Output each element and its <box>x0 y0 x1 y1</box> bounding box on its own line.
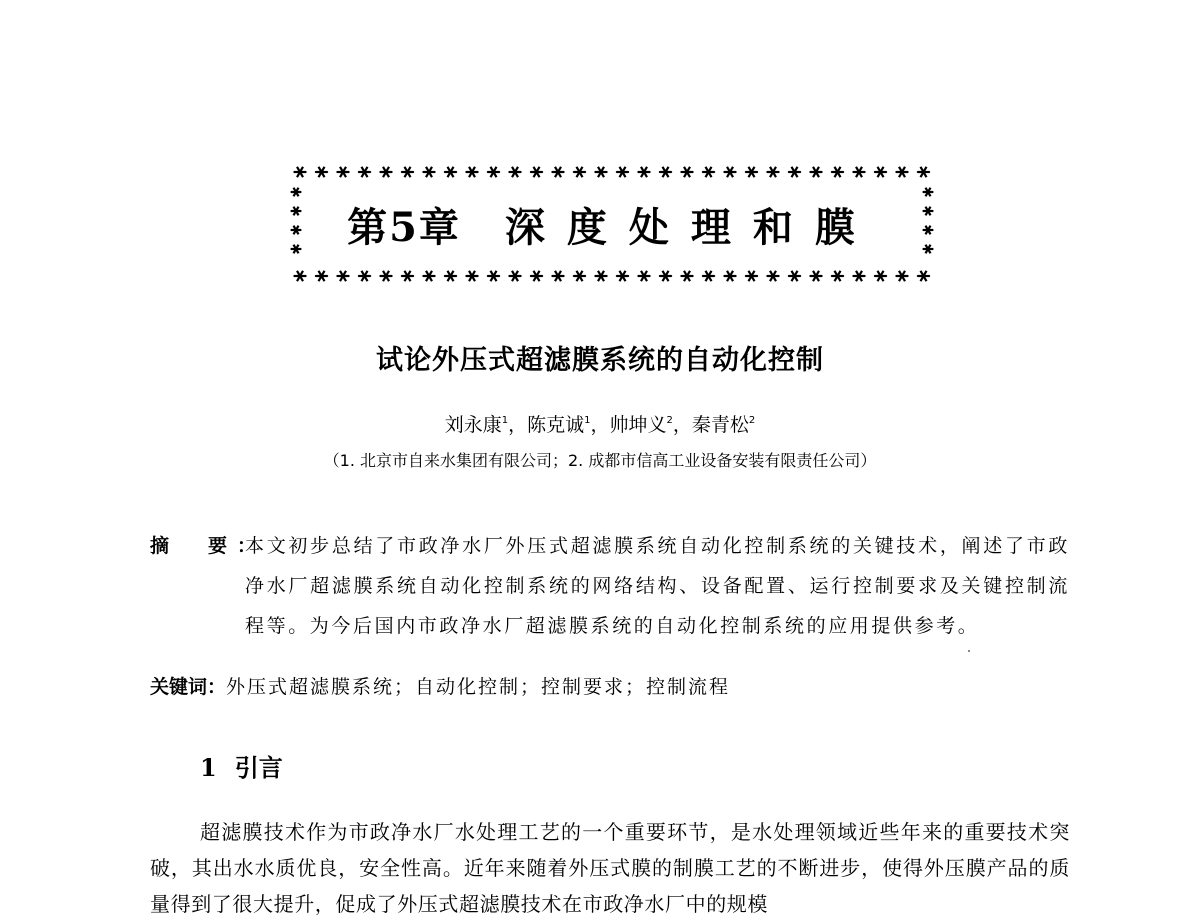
author-separator: ， <box>672 414 692 436</box>
section-heading <box>200 748 283 783</box>
author-separator: ， <box>590 414 610 436</box>
author-affiliation-mark: 1 <box>584 415 591 426</box>
keywords-text: 外压式超滤膜系统；自动化控制；控制要求；控制流程 <box>226 676 731 698</box>
chapter-banner <box>288 162 936 286</box>
author-name: 陈克诚 <box>527 414 585 436</box>
section-title: 引言 <box>234 753 283 782</box>
author-affiliation-mark: 2 <box>666 415 673 426</box>
chapter-title <box>288 162 936 286</box>
author-list <box>0 410 1200 437</box>
chapter-topic: 深度处理和膜 <box>504 203 877 251</box>
chapter-number: 第5章 <box>347 203 461 251</box>
abstract-text: 本文初步总结了市政净水厂外压式超滤膜系统自动化控制系统的关键技术，阐述了市政净水厂超滤膜系统自动化控制系统的网络结构、设备配置、运行控制要求及关键控制流程等。为今后国内市政净水厂超滤膜系统的自动化控制系统的应用提供参考。 <box>245 535 1070 637</box>
scan-speck <box>968 650 970 652</box>
author-separator: ， <box>508 414 528 436</box>
author-affiliation-mark: 1 <box>501 415 509 426</box>
paper-title: 试论外压式超滤膜系统的自动化控制 <box>376 345 824 376</box>
affiliation-line: （1. 北京市自来水集团有限公司；2. 成都市信高工业设备安装有限责任公司） <box>323 451 877 470</box>
body-paragraph: 超滤膜技术作为市政净水厂水处理工艺的一个重要环节，是水处理领域近些年来的重要技术突破，其出水水质优良，安全性高。近年来随着外压式膜的制膜工艺的不断进步，使得外压膜产品的质量得到了很大提升，促成了外压式超滤膜技术在市政净水厂中的规模 <box>150 820 1070 916</box>
section-number: 1 <box>200 753 217 782</box>
keywords-label: 关键词： <box>150 676 227 698</box>
author-name: 刘永康 <box>444 414 502 436</box>
author-name: 秦青松 <box>691 414 749 436</box>
keywords <box>150 672 730 699</box>
author-name: 帅坤义 <box>609 414 667 436</box>
author-affiliation-mark: 2 <box>748 415 756 426</box>
abstract-label: 摘 要： <box>150 535 267 557</box>
